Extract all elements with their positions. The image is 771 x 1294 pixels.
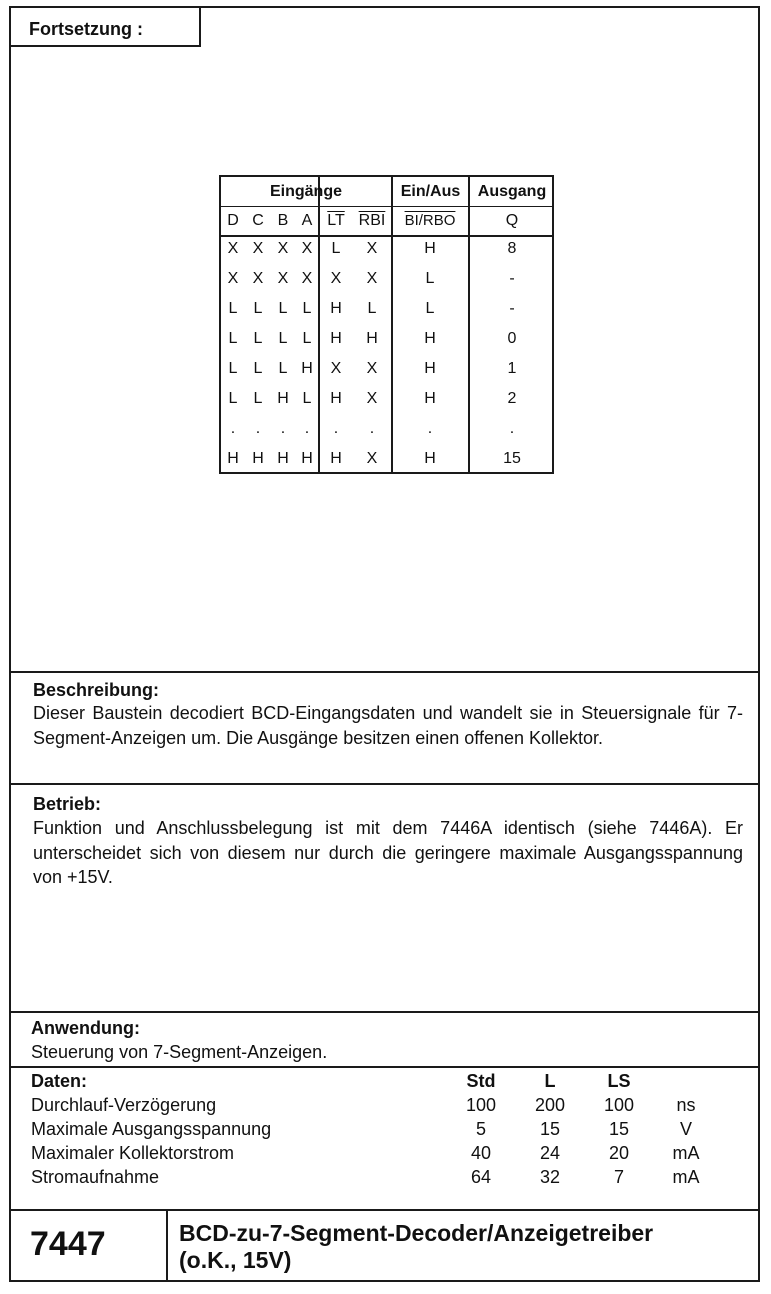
column-header: C — [252, 212, 264, 229]
table-cell: H — [277, 390, 289, 407]
table-cell: H — [424, 330, 436, 347]
table-cell: X — [301, 240, 313, 257]
table-cell: H — [252, 450, 264, 467]
table-cell: L — [331, 240, 341, 257]
table-cell: L — [302, 300, 312, 317]
table-cell: L — [425, 270, 435, 287]
daten-label: Maximaler Kollektorstrom — [31, 1143, 235, 1163]
daten-l: 24 — [539, 1143, 561, 1163]
table-cell: . — [509, 420, 515, 437]
table-cell: 0 — [507, 330, 517, 347]
divider — [9, 783, 760, 785]
table-cell: H — [330, 300, 342, 317]
column-header: BI/RBO — [404, 212, 456, 229]
table-cell: X — [301, 270, 313, 287]
anwendung-title: Anwendung: — [31, 1018, 140, 1038]
table-cell: L — [302, 390, 312, 407]
daten-label: Stromaufnahme — [31, 1167, 160, 1187]
betrieb-text: Funktion und Anschlussbelegung ist mit dem 7446A identisch (siehe 7446A). Er unterscheidet sich von diesem nur durch die geringere maximale Ausgangsspannung von +15V. — [33, 818, 743, 887]
daten-ls: 20 — [608, 1143, 630, 1163]
table-cell: . — [255, 420, 261, 437]
column-header: A — [301, 212, 313, 229]
beschreibung-text: Dieser Baustein decodiert BCD-Eingangsdaten und wandelt sie in Steuersignale für 7-Segment-Anzeigen um. Die Ausgänge besitzen einen offenen Kollektor. — [33, 703, 743, 748]
table-cell: X — [366, 240, 378, 257]
table-cell: L — [253, 390, 263, 407]
table-cell: . — [369, 420, 375, 437]
table-cell: L — [278, 330, 288, 347]
table-cell: H — [424, 360, 436, 377]
column-header: $\overline{LT}$ — [327, 212, 345, 229]
daten-label: Maximale Ausgangsspannung — [31, 1119, 272, 1139]
table-cell: . — [333, 420, 339, 437]
part-title-line1: BCD-zu-7-Segment-Decoder/Anzeigetreiber — [179, 1220, 654, 1246]
column-header: B — [277, 212, 289, 229]
table-cell: L — [253, 300, 263, 317]
table-cell: 1 — [507, 360, 517, 377]
table-cell: 15 — [503, 450, 521, 467]
table-cell: L — [367, 300, 377, 317]
col-std: Std — [466, 1071, 496, 1091]
table-cell: L — [253, 360, 263, 377]
daten-ls: 100 — [603, 1095, 635, 1115]
table-cell: X — [277, 240, 289, 257]
col-l: L — [544, 1071, 556, 1091]
table-cell: H — [277, 450, 289, 467]
table-cell: X — [277, 270, 289, 287]
footer-divider — [166, 1210, 168, 1282]
divider — [9, 671, 760, 673]
table-cell: L — [425, 300, 435, 317]
table-cell: H — [424, 390, 436, 407]
table-cell: - — [509, 270, 515, 287]
part-number: 7447 — [30, 1225, 106, 1263]
table-cell: X — [366, 390, 378, 407]
table-cell: H — [301, 360, 313, 377]
table-cell: H — [330, 330, 342, 347]
table-cell: X — [330, 270, 342, 287]
table-cell: . — [427, 420, 433, 437]
table-cell: X — [366, 450, 378, 467]
table-cell: X — [252, 270, 264, 287]
daten-l: 32 — [539, 1167, 561, 1187]
continuation-tab: Fortsetzung : — [9, 6, 201, 47]
table-cell: L — [228, 300, 238, 317]
daten-ls: 15 — [608, 1119, 630, 1139]
table-cell: H — [227, 450, 239, 467]
table-cell: X — [252, 240, 264, 257]
anwendung-text: Steuerung von 7-Segment-Anzeigen. — [31, 1042, 328, 1062]
table-cell: 2 — [507, 390, 517, 407]
daten-unit: V — [679, 1119, 692, 1139]
table-cell: L — [278, 300, 288, 317]
part-title — [179, 1220, 739, 1274]
col-ls: LS — [607, 1071, 631, 1091]
daten-l: 200 — [534, 1095, 566, 1115]
table-cell: - — [509, 300, 515, 317]
daten-std: 100 — [465, 1095, 497, 1115]
betrieb-title: Betrieb: — [33, 794, 102, 814]
table-cell: L — [228, 330, 238, 347]
daten-std: 64 — [470, 1167, 492, 1187]
table-cell: 8 — [507, 240, 517, 257]
table-cell: L — [302, 330, 312, 347]
column-header: D — [227, 212, 239, 229]
table-cell: X — [227, 270, 239, 287]
daten-unit: ns — [676, 1095, 696, 1115]
group-header-output: Ausgang — [477, 183, 547, 200]
table-cell: L — [253, 330, 263, 347]
table-cell: . — [230, 420, 236, 437]
table-cell: L — [228, 360, 238, 377]
table-cell: . — [280, 420, 286, 437]
group-header-inputs: Eingänge — [269, 183, 342, 200]
table-cell: H — [424, 240, 436, 257]
daten-std: 40 — [470, 1143, 492, 1163]
daten-unit: mA — [672, 1143, 700, 1163]
daten-label: Durchlauf-Verzögerung — [31, 1095, 217, 1115]
table-cell: H — [330, 390, 342, 407]
table-cell: X — [366, 360, 378, 377]
table-cell: X — [227, 240, 239, 257]
table-cell: X — [330, 360, 342, 377]
daten-l: 15 — [539, 1119, 561, 1139]
daten-std: 5 — [475, 1119, 486, 1139]
table-cell: H — [424, 450, 436, 467]
truth-table — [219, 175, 554, 474]
table-cell: X — [366, 270, 378, 287]
beschreibung-title: Beschreibung: — [33, 680, 160, 700]
table-cell: H — [330, 450, 342, 467]
column-header: $\overline{RBI}$ — [358, 212, 386, 229]
table-cell: H — [366, 330, 378, 347]
group-header-inout: Ein/Aus — [400, 183, 461, 200]
table-cell: . — [304, 420, 310, 437]
daten-unit: mA — [672, 1167, 700, 1187]
divider — [9, 1066, 760, 1068]
table-cell: H — [301, 450, 313, 467]
divider — [9, 1209, 760, 1211]
part-title-line2: (o.K., 15V) — [179, 1247, 292, 1273]
table-cell: L — [278, 360, 288, 377]
column-header: Q — [505, 212, 519, 229]
daten-ls: 7 — [613, 1167, 624, 1187]
divider — [9, 1011, 760, 1013]
table-cell: L — [228, 390, 238, 407]
daten-title: Daten: — [31, 1071, 88, 1091]
